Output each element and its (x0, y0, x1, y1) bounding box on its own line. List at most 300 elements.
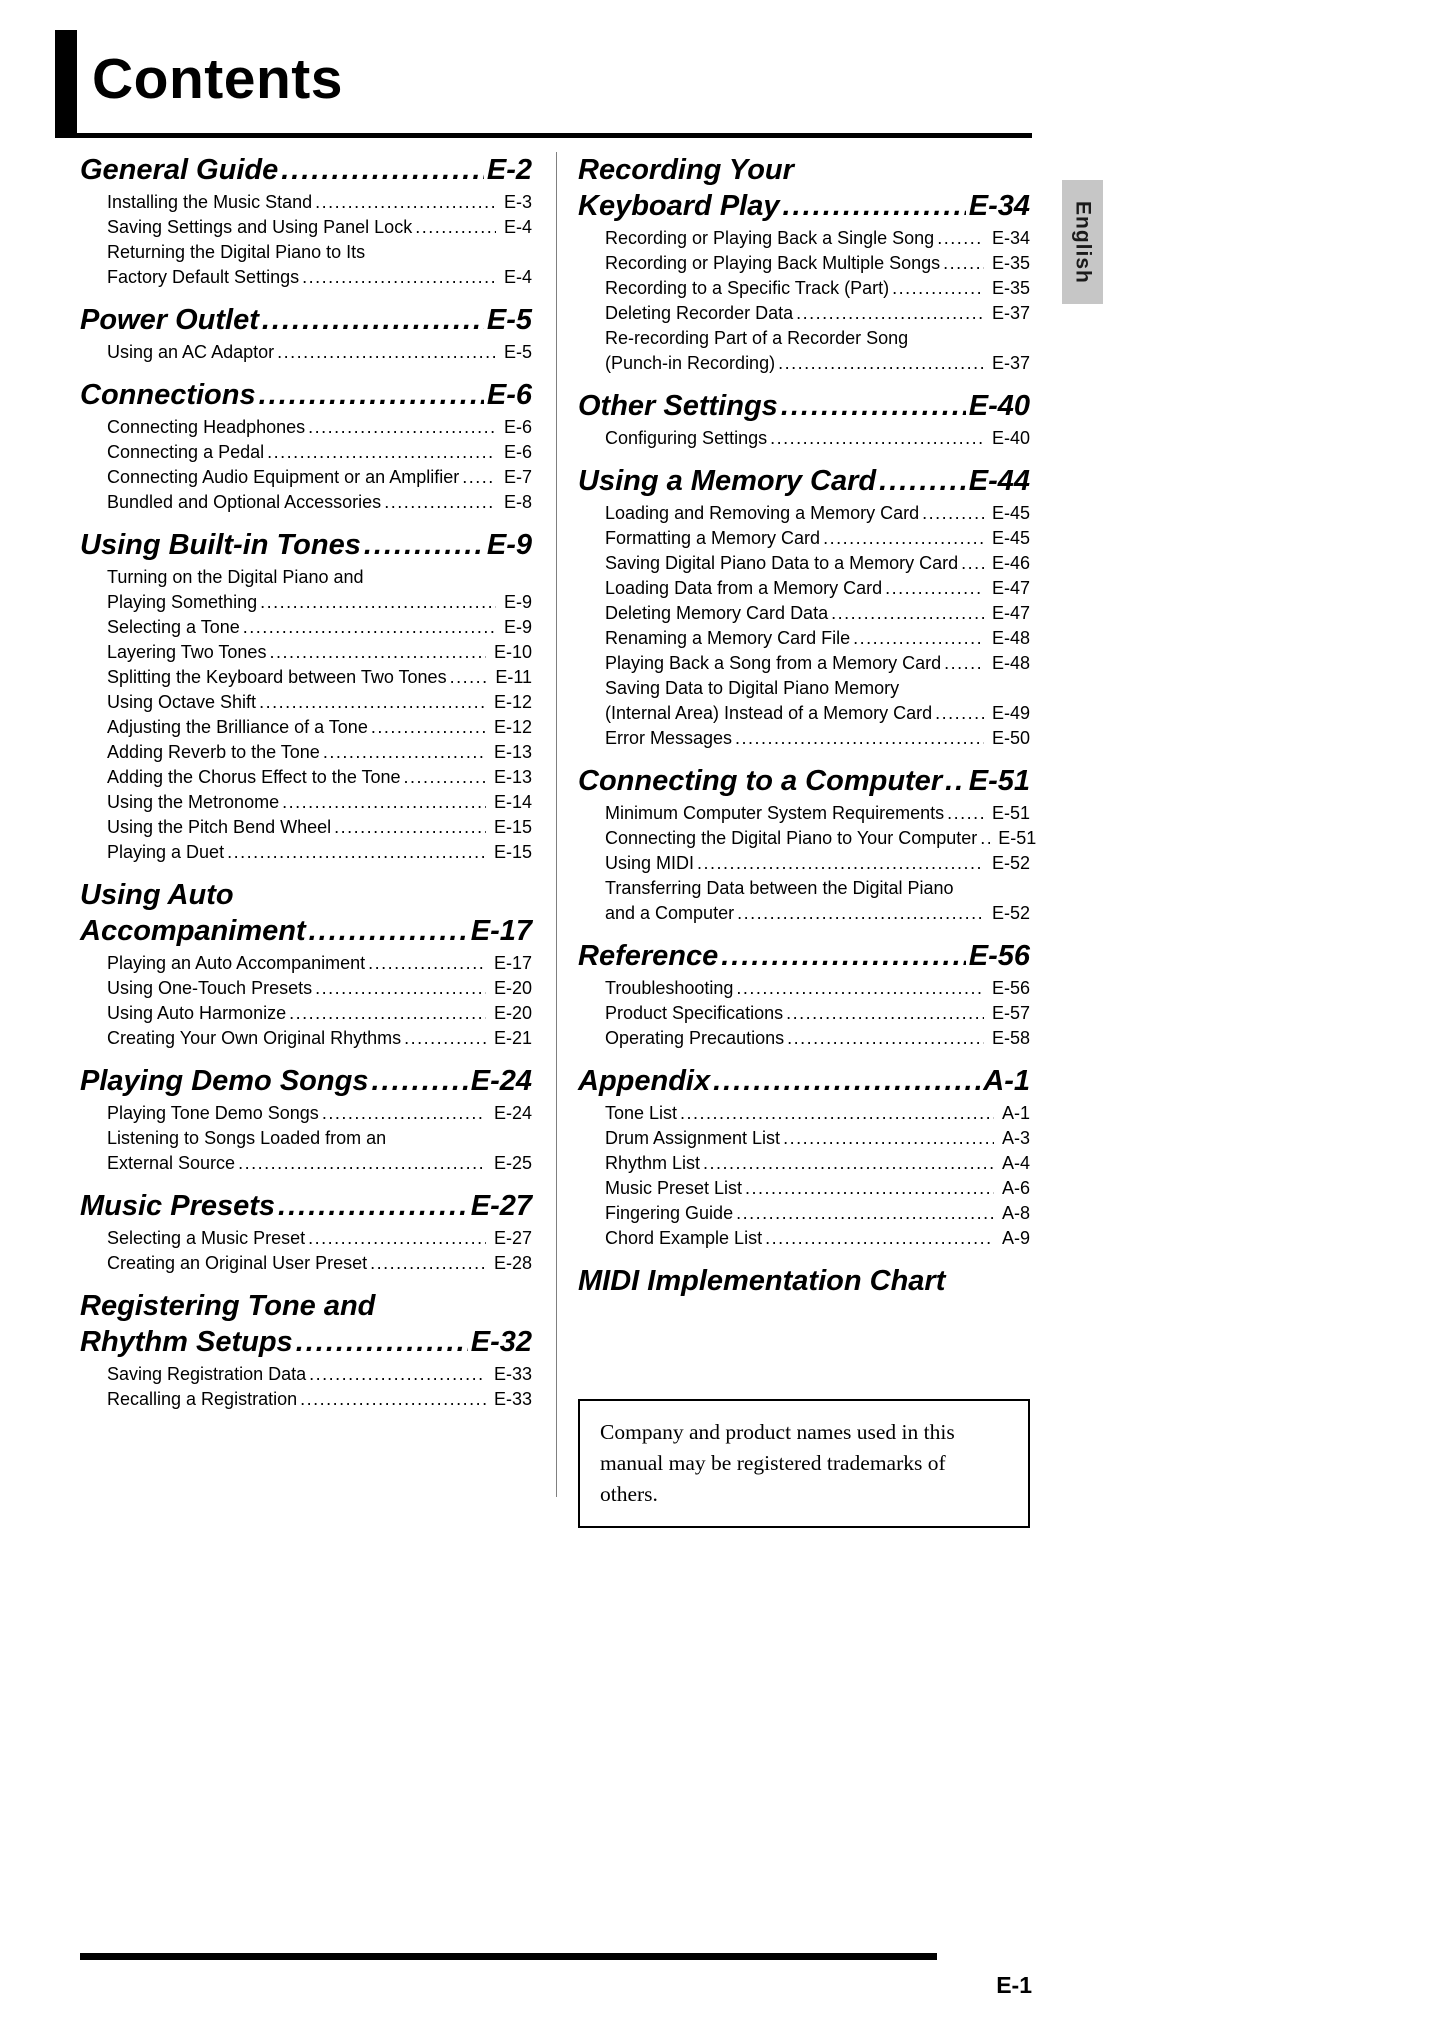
dot-leader (980, 826, 990, 851)
page-ref: E-9 (503, 592, 532, 612)
toc-entry-line (107, 215, 532, 240)
toc-entry-line (107, 640, 532, 665)
toc-entry-line (107, 490, 532, 515)
toc-entry-line (605, 1151, 1030, 1176)
toc-section (578, 1263, 1030, 1299)
entry-label: Loading Data from a Memory Card (605, 578, 883, 598)
dot-leader (277, 340, 496, 365)
toc-entry (107, 490, 532, 515)
dot-leader (370, 1251, 486, 1276)
toc-entry-line (605, 1126, 1030, 1151)
page-ref: E-6 (503, 417, 532, 437)
toc-entry (605, 1176, 1030, 1201)
toc-entry-line (605, 1026, 1030, 1051)
section-heading (80, 1063, 532, 1099)
section-heading (578, 152, 1030, 224)
dot-leader (371, 1063, 467, 1099)
dot-leader (259, 690, 486, 715)
section-title: Reference (578, 940, 719, 972)
section-heading-line (578, 1063, 1030, 1099)
toc-entry-line (107, 415, 532, 440)
dot-leader (364, 527, 484, 563)
entry-label: Recording or Playing Back a Single Song (605, 228, 935, 248)
toc-entry-line (107, 1026, 532, 1051)
entry-label: Playing an Auto Accompaniment (107, 953, 366, 973)
toc-entry (107, 640, 532, 665)
page-ref: A-6 (1001, 1178, 1030, 1198)
dot-leader (462, 465, 496, 490)
toc-entry (107, 1251, 532, 1276)
entry-label: Creating Your Own Original Rhythms (107, 1028, 402, 1048)
toc-entry-line (107, 790, 532, 815)
page-ref: E-3 (503, 192, 532, 212)
dot-leader (721, 938, 965, 974)
toc-entry-line (605, 526, 1030, 551)
toc-entry-line (605, 701, 1030, 726)
trademark-notice-box (578, 1399, 1030, 1528)
entry-label: Troubleshooting (605, 978, 734, 998)
section-heading (80, 302, 532, 338)
toc-entry (107, 415, 532, 440)
toc-entry (605, 1201, 1030, 1226)
section-title: Using a Memory Card (578, 465, 877, 497)
toc-entry-line (107, 190, 532, 215)
toc-entry-line (605, 1226, 1030, 1251)
page-ref: A-1 (983, 1065, 1030, 1097)
entry-label: Factory Default Settings (107, 267, 300, 287)
toc-entry (605, 251, 1030, 276)
entry-label: Connecting Headphones (107, 417, 306, 437)
toc-entry-line (107, 815, 532, 840)
page-ref: E-21 (493, 1028, 532, 1048)
toc-entry-line (605, 426, 1030, 451)
section-entries (107, 1226, 532, 1276)
dot-leader (945, 763, 966, 799)
entry-label: Playing Tone Demo Songs (107, 1103, 319, 1123)
toc-entry (605, 1151, 1030, 1176)
page-ref: E-7 (503, 467, 532, 487)
section-title: Using Built-in Tones (80, 529, 361, 561)
section-title: Using Auto (80, 879, 234, 911)
entry-label: Creating an Original User Preset (107, 1253, 368, 1273)
entry-label: Installing the Music Stand (107, 192, 313, 212)
dot-leader (787, 1026, 984, 1051)
footer-rule (80, 1953, 937, 1960)
page-ref: E-40 (991, 428, 1030, 448)
page-ref: E-50 (991, 728, 1030, 748)
toc-entry-line (107, 465, 532, 490)
dot-leader (937, 226, 984, 251)
page-ref: E-12 (493, 692, 532, 712)
dot-leader (315, 190, 496, 215)
toc-entry (605, 1126, 1030, 1151)
section-entries (107, 340, 532, 365)
toc-entry (107, 215, 532, 240)
page-ref: E-20 (493, 978, 532, 998)
toc-entry (107, 665, 532, 690)
page-ref: E-37 (991, 353, 1030, 373)
entry-label: Adding Reverb to the Tone (107, 742, 320, 762)
toc-entry (107, 1126, 532, 1176)
entry-label: Using Octave Shift (107, 692, 257, 712)
toc-entry (605, 1026, 1030, 1051)
entry-label: Saving Digital Piano Data to a Memory Card (605, 553, 959, 573)
dot-leader (262, 302, 484, 338)
section-heading-line (80, 1063, 532, 1099)
dot-leader (947, 801, 984, 826)
title-accent-bar (55, 30, 77, 138)
entry-label: Chord Example List (605, 1228, 763, 1248)
dot-leader (823, 526, 984, 551)
section-heading-line (578, 938, 1030, 974)
page-ref: E-48 (991, 653, 1030, 673)
toc-entry (107, 951, 532, 976)
dot-leader (450, 665, 488, 690)
page-ref: E-51 (991, 803, 1030, 823)
page-ref: E-45 (991, 528, 1030, 548)
section-heading (578, 1263, 1030, 1299)
toc-entry (605, 876, 1030, 926)
toc-entry (605, 551, 1030, 576)
toc-section (578, 152, 1030, 376)
toc-section (80, 377, 532, 515)
page-ref: E-56 (991, 978, 1030, 998)
entry-label: Re-recording Part of a Recorder Song (605, 328, 909, 348)
section-title: Playing Demo Songs (80, 1065, 369, 1097)
entry-label: Playing Something (107, 592, 258, 612)
entry-label: Recording or Playing Back Multiple Songs (605, 253, 941, 273)
toc-entry (107, 565, 532, 615)
page-ref: E-46 (991, 553, 1030, 573)
page-ref: E-27 (493, 1228, 532, 1248)
toc-entry (605, 326, 1030, 376)
section-heading (80, 527, 532, 563)
section-heading (578, 463, 1030, 499)
dot-leader (765, 1226, 994, 1251)
dot-leader (713, 1063, 980, 1099)
toc-entry (107, 840, 532, 865)
toc-entry (605, 426, 1030, 451)
section-heading-line (578, 188, 1030, 224)
entry-label: Transferring Data between the Digital Piano (605, 878, 954, 898)
dot-leader (269, 640, 486, 665)
page-ref: E-24 (470, 1065, 532, 1097)
toc-entry-line (605, 301, 1030, 326)
entry-label: Listening to Songs Loaded from an (107, 1128, 387, 1148)
entry-label: Fingering Guide (605, 1203, 734, 1223)
page-ref: E-56 (968, 940, 1030, 972)
dot-leader (296, 1324, 468, 1360)
toc-entry (107, 240, 532, 290)
trademark-notice-line: Company and product names used in this (600, 1420, 955, 1444)
section-heading-line (80, 152, 532, 188)
entry-label: Using the Pitch Bend Wheel (107, 817, 332, 837)
toc-entry (605, 276, 1030, 301)
dot-leader (703, 1151, 994, 1176)
entry-label: Bundled and Optional Accessories (107, 492, 382, 512)
dot-leader (697, 851, 984, 876)
page-ref: E-12 (493, 717, 532, 737)
toc-entry (107, 1026, 532, 1051)
toc-entry-line (107, 1001, 532, 1026)
entry-label: Turning on the Digital Piano and (107, 567, 364, 587)
dot-leader (736, 1201, 994, 1226)
page-ref: E-17 (470, 915, 532, 947)
section-entries (107, 565, 532, 865)
page-ref: E-51 (968, 765, 1030, 797)
column-right (578, 152, 1037, 1528)
entry-label: Configuring Settings (605, 428, 768, 448)
toc-entry (107, 690, 532, 715)
page-ref: E-6 (503, 442, 532, 462)
entry-label: Adjusting the Brilliance of a Tone (107, 717, 368, 737)
toc-entry (605, 501, 1030, 526)
toc-entry (605, 976, 1030, 1001)
toc-entry (605, 626, 1030, 651)
toc-entry (605, 301, 1030, 326)
toc-entry-line (605, 501, 1030, 526)
page-ref: E-37 (991, 303, 1030, 323)
section-title: Connections (80, 379, 256, 411)
section-heading-line (578, 463, 1030, 499)
entry-label: Formatting a Memory Card (605, 528, 821, 548)
page-ref: E-35 (991, 278, 1030, 298)
dot-leader (853, 626, 984, 651)
entry-label: Deleting Recorder Data (605, 303, 794, 323)
dot-leader (302, 265, 496, 290)
dot-leader (289, 1001, 486, 1026)
toc-entry-line (605, 351, 1030, 376)
toc-entry (107, 976, 532, 1001)
section-title: Music Presets (80, 1190, 276, 1222)
dot-leader (735, 726, 984, 751)
entry-label: Connecting a Pedal (107, 442, 265, 462)
page-ref: E-47 (991, 603, 1030, 623)
entry-label: Using One-Touch Presets (107, 978, 313, 998)
dot-leader (308, 1226, 486, 1251)
toc-entry-line (605, 826, 1037, 851)
dot-leader (227, 840, 486, 865)
page-ref: E-52 (991, 853, 1030, 873)
page-ref: E-14 (493, 792, 532, 812)
section-title: Appendix (578, 1065, 711, 1097)
toc-section (80, 1288, 532, 1412)
section-heading (80, 1188, 532, 1224)
page-ref: E-5 (503, 342, 532, 362)
entry-label: Using MIDI (605, 853, 695, 873)
dot-leader (259, 377, 484, 413)
section-entries (107, 1362, 532, 1412)
page-ref: E-25 (493, 1153, 532, 1173)
page-ref: E-40 (968, 390, 1030, 422)
toc-entry-line (605, 1001, 1030, 1026)
section-title: Other Settings (578, 390, 778, 422)
entry-label: Adding the Chorus Effect to the Tone (107, 767, 401, 787)
dot-leader (778, 351, 984, 376)
page-ref: A-4 (1001, 1153, 1030, 1173)
dot-leader (680, 1101, 994, 1126)
toc-entry-line (107, 840, 532, 865)
section-heading-line (80, 1324, 532, 1360)
dot-leader (943, 251, 984, 276)
toc-entry-line (605, 901, 1030, 926)
toc-section (578, 938, 1030, 1051)
section-heading-line (80, 377, 532, 413)
toc-entry-line (107, 715, 532, 740)
page-ref: E-33 (493, 1364, 532, 1384)
section-heading (578, 938, 1030, 974)
dot-leader (308, 415, 496, 440)
entry-label: Using the Metronome (107, 792, 280, 812)
section-title: Accompaniment (80, 915, 306, 947)
toc-entry (605, 226, 1030, 251)
entry-label: Layering Two Tones (107, 642, 267, 662)
toc-entry (107, 465, 532, 490)
toc-entry (605, 1101, 1030, 1126)
dot-leader (323, 740, 486, 765)
section-title: Keyboard Play (578, 190, 780, 222)
toc-entry (107, 615, 532, 640)
toc-entry-line (605, 226, 1030, 251)
dot-leader (309, 1362, 486, 1387)
language-tab-label: English (1071, 200, 1095, 284)
toc-entry (107, 1362, 532, 1387)
toc-entry-line (107, 690, 532, 715)
section-entries (107, 415, 532, 515)
entry-label: (Internal Area) Instead of a Memory Card (605, 703, 933, 723)
section-entries (107, 1101, 532, 1176)
toc-entry-line (107, 1251, 532, 1276)
section-heading (80, 152, 532, 188)
entry-label: Using an AC Adaptor (107, 342, 275, 362)
entry-label: Renaming a Memory Card File (605, 628, 851, 648)
section-entries (605, 226, 1030, 376)
dot-leader (781, 388, 966, 424)
toc-section (80, 1063, 532, 1176)
section-title: Power Outlet (80, 304, 259, 336)
toc-entry (107, 1101, 532, 1126)
section-title: Rhythm Setups (80, 1326, 293, 1358)
toc-entry-line (605, 251, 1030, 276)
toc-entry (107, 1387, 532, 1412)
dot-leader (368, 951, 486, 976)
toc-entry-line (107, 1151, 532, 1176)
page-ref: E-4 (503, 267, 532, 287)
dot-leader (371, 715, 486, 740)
toc-entry-line (605, 276, 1030, 301)
toc-entry (107, 815, 532, 840)
toc-entry-line (107, 740, 532, 765)
footer-page-number: E-1 (996, 1972, 1032, 1998)
page-ref: E-9 (503, 617, 532, 637)
section-heading (80, 1288, 532, 1360)
page-ref: E-33 (493, 1389, 532, 1409)
section-entries (107, 951, 532, 1051)
dot-leader (770, 426, 984, 451)
entry-label: Saving Registration Data (107, 1364, 307, 1384)
toc-entry-line (107, 1387, 532, 1412)
page-ref: E-9 (486, 529, 532, 561)
page-ref: A-9 (1001, 1228, 1030, 1248)
toc-entry (605, 726, 1030, 751)
toc-section (80, 1188, 532, 1276)
toc-entry-line (107, 665, 532, 690)
toc-entry (605, 601, 1030, 626)
toc-entry (605, 676, 1030, 726)
toc-section (80, 152, 532, 290)
page-ref: E-34 (991, 228, 1030, 248)
toc-entry (605, 826, 1037, 851)
toc-entry-line (605, 626, 1030, 651)
page-ref: E-58 (991, 1028, 1030, 1048)
dot-leader (961, 551, 984, 576)
entry-label: Connecting Audio Equipment or an Amplifier (107, 467, 460, 487)
section-heading (578, 763, 1030, 799)
toc-entry-line (107, 615, 532, 640)
page-ref: E-28 (493, 1253, 532, 1273)
entry-label: Product Specifications (605, 1003, 784, 1023)
toc-entry (107, 340, 532, 365)
toc-entry-line (605, 851, 1030, 876)
section-title: Connecting to a Computer (578, 765, 943, 797)
toc-entry (107, 765, 532, 790)
toc-section (578, 763, 1037, 926)
toc-section (578, 1063, 1030, 1251)
dot-leader (796, 301, 984, 326)
dot-leader (415, 215, 496, 240)
dot-leader (786, 1001, 984, 1026)
toc-entry-line (107, 265, 532, 290)
section-title: Registering Tone and (80, 1290, 376, 1322)
page-ref: E-2 (486, 154, 532, 186)
page-ref: E-44 (968, 465, 1030, 497)
entry-label: Error Messages (605, 728, 733, 748)
entry-label: Playing a Duet (107, 842, 225, 862)
page-ref: E-5 (486, 304, 532, 336)
entry-label: and a Computer (605, 903, 735, 923)
page-ref: E-32 (470, 1326, 532, 1358)
toc-entry-line (605, 601, 1030, 626)
section-entries (605, 1101, 1030, 1251)
toc-entry (605, 651, 1030, 676)
entry-label: Saving Data to Digital Piano Memory (605, 678, 900, 698)
page-title: Contents (92, 47, 343, 111)
toc-entry-line (107, 1362, 532, 1387)
entry-label: Rhythm List (605, 1153, 701, 1173)
toc-entry (605, 801, 1030, 826)
dot-leader (736, 976, 984, 1001)
page-ref: E-27 (470, 1190, 532, 1222)
section-heading (80, 377, 532, 413)
dot-leader (783, 1126, 994, 1151)
toc-entry (107, 1226, 532, 1251)
dot-leader (309, 913, 468, 949)
dot-leader (922, 501, 984, 526)
page-ref: E-13 (493, 742, 532, 762)
section-title: Recording Your (578, 154, 794, 186)
entry-label: Saving Settings and Using Panel Lock (107, 217, 413, 237)
entry-label: Tone List (605, 1103, 678, 1123)
dot-leader (384, 490, 496, 515)
entry-label: Selecting a Music Preset (107, 1228, 306, 1248)
toc-section (578, 463, 1030, 751)
toc-entry (605, 1001, 1030, 1026)
dot-leader (334, 815, 486, 840)
section-title: General Guide (80, 154, 279, 186)
toc-section (80, 302, 532, 365)
entry-label: Deleting Memory Card Data (605, 603, 829, 623)
page-ref: E-24 (493, 1103, 532, 1123)
